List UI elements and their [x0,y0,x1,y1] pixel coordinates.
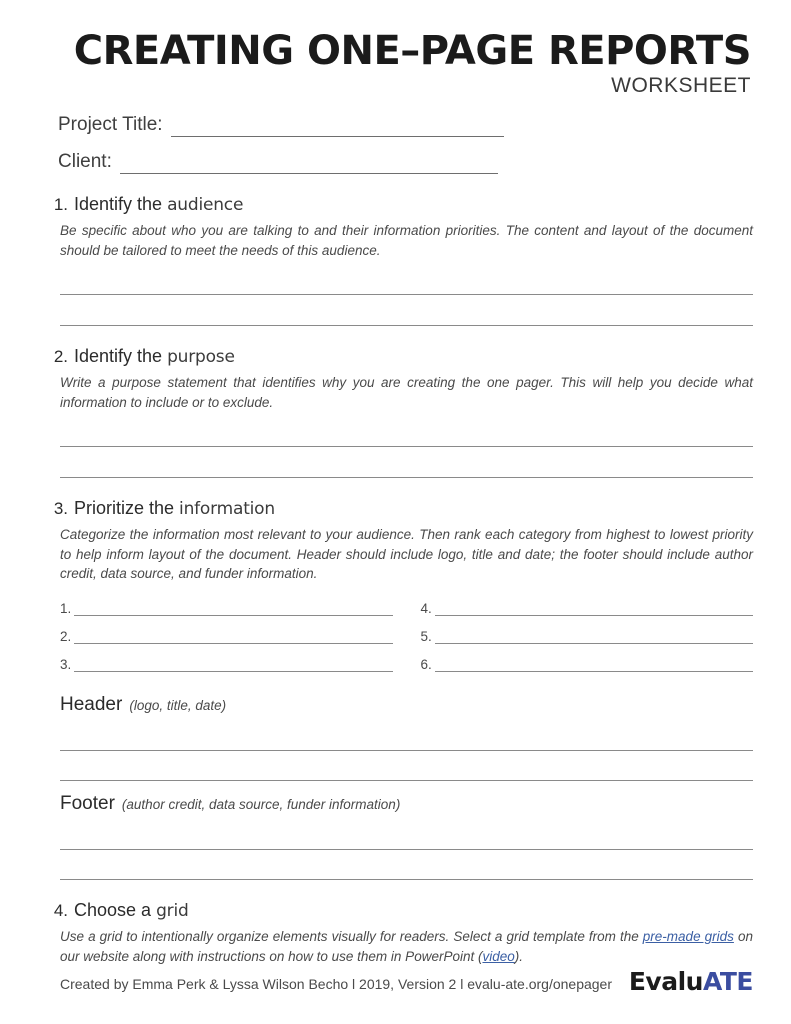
priority-item-input[interactable] [435,598,754,616]
footer-subsection-heading [60,793,753,815]
priority-list-left-column [60,598,393,682]
priority-item-input[interactable] [74,654,393,672]
header-subsection [38,694,753,781]
priority-item-number: 1. [60,600,72,616]
header-subsection-label: Header [60,693,123,715]
section-1-description: Be specific about who you are talking to and their information priorities. The content and layout of the document should be tailored to meet the needs of this audience. [60,223,753,258]
list-item[interactable] [421,654,754,672]
list-item[interactable] [60,654,393,672]
priority-item-number: 6. [420,656,432,672]
section-purpose [38,346,753,478]
section-4-text-part3: ). [514,948,523,964]
section-2-answer-line-2[interactable] [60,456,753,478]
section-1-answer-line-1[interactable] [60,273,753,295]
priority-item-number: 4. [420,600,432,616]
footer-answer-line-2[interactable] [60,859,753,880]
section-1-title-prefix: Identify the [74,194,168,214]
credit-line: Created by Emma Perk & Lyssa Wilson Becho l 2019, Version 2 l evalu-ate.org/onepager [60,976,612,992]
pre-made-grids-link[interactable]: pre-made grids [642,928,734,944]
priority-item-number: 2. [60,628,72,644]
header-subsection-heading [60,694,753,716]
priority-item-input[interactable] [74,626,393,644]
section-3-heading [38,498,753,519]
list-item[interactable] [60,598,393,616]
section-3-title [74,498,275,519]
section-2-title-prefix: Identify the [74,346,168,367]
client-label: Client: [58,151,112,172]
logo-text-evalu: Evalu [628,967,703,996]
video-link[interactable]: video [482,948,515,964]
priority-item-input[interactable] [435,626,754,644]
section-3-title-prefix: Prioritize the [74,498,180,519]
footer-subsection-label: Footer [60,792,115,814]
section-1-title-highlight: audience [167,195,244,215]
section-2-title [74,346,235,367]
section-information [38,498,753,880]
section-grid [38,900,753,966]
page-subtitle: WORKSHEET [611,74,751,97]
section-4-text-part2: on our website along with instructions on how to use them in PowerPoint ( [60,928,753,964]
project-title-field-row [38,114,753,137]
section-1-number: 1. [53,195,68,214]
section-2-title-highlight: purpose [167,347,235,368]
section-4-description [38,927,753,966]
priority-item-input[interactable] [435,654,754,672]
logo-text-ate: ATE [702,967,753,996]
project-title-label: Project Title: [58,114,163,135]
project-title-input[interactable] [171,116,504,137]
section-1-heading [38,194,753,215]
section-4-title-highlight: grid [156,900,189,921]
page-title: CREATING ONE–PAGE REPORTS [73,28,751,74]
client-input[interactable] [120,153,498,174]
header-subsection-hint: (logo, title, date) [129,697,227,713]
section-2-heading [38,346,753,367]
section-4-heading [38,900,753,921]
priority-item-input[interactable] [74,598,393,616]
section-4-title [74,900,189,921]
client-field-row [38,151,753,174]
evaluate-logo [629,967,753,996]
section-2-description: Write a purpose statement that identifies why you are creating the one pager. This will help you decide what information to include or to exclude. [60,375,753,410]
section-1-title [74,194,243,215]
priority-list [38,598,753,682]
priority-item-number: 3. [60,656,72,672]
section-4-number: 4. [53,900,68,920]
list-item[interactable] [60,626,393,644]
section-1-answer-line-2[interactable] [60,304,753,326]
section-3-title-highlight: information [179,499,275,520]
priority-list-right-column [421,598,754,682]
title-block [38,30,753,98]
section-3-number: 3. [53,499,68,519]
section-3-description: Categorize the information most relevant to your audience. Then rank each category from highest to lowest priority to help inform layout of the document. Header should include logo, title and date; the footer should include author credit, data source, and funder information. [60,527,753,582]
footer-subsection-hint: (author credit, data source, funder information) [121,796,401,812]
footer-answer-line-1[interactable] [60,829,753,850]
header-answer-line-1[interactable] [60,730,753,751]
header-answer-line-2[interactable] [60,760,753,781]
section-2-number: 2. [53,347,68,367]
section-4-text-part1: Use a grid to intentionally organize elements visually for readers. Select a grid template from the [60,928,643,944]
list-item[interactable] [421,626,754,644]
footer-subsection [38,793,753,880]
priority-item-number: 5. [420,628,432,644]
section-4-title-prefix: Choose a [74,899,157,920]
section-2-answer-line-1[interactable] [60,425,753,447]
list-item[interactable] [421,598,754,616]
section-audience [38,194,753,326]
page-footer [38,967,753,996]
